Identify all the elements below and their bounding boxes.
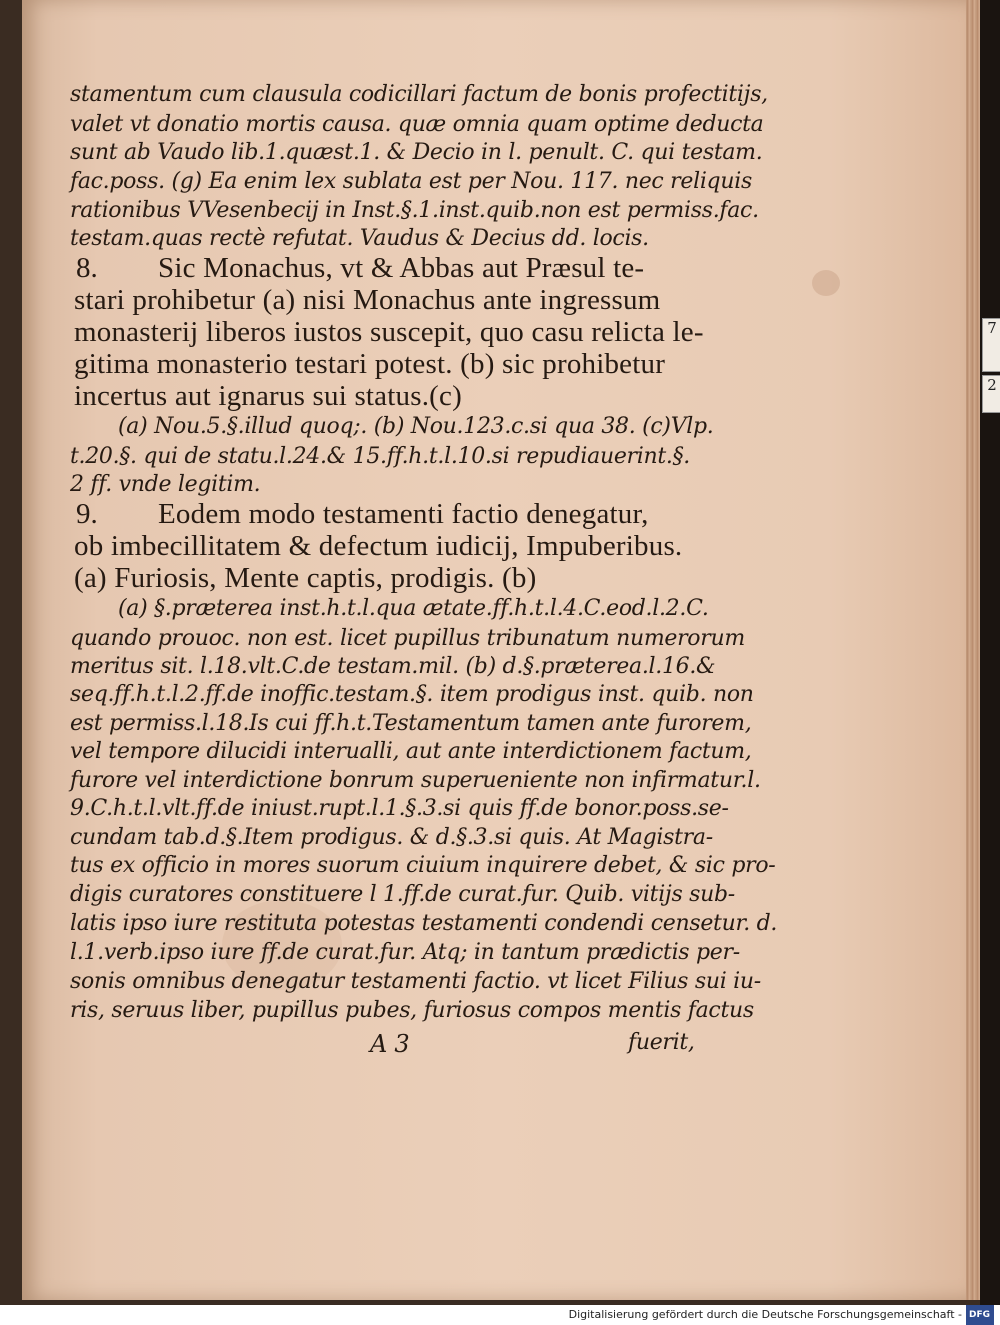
section-number: 8. [76, 252, 98, 284]
section-8-line: incertus aut ignarus sui status.(c) [74, 380, 462, 412]
section-8-line: monasterij liberos iustos suscepit, quo casu relicta le- [74, 316, 704, 348]
catchword: fuerit, [628, 1030, 695, 1055]
footnote-line: furore vel interdictione bonrum superueniente non infirmatur.l. [70, 768, 761, 793]
text-line: stamentum cum clausula codicillari factum de bonis profectitijs, [70, 82, 768, 107]
section-9-line: (a) Furiosis, Mente captis, prodigis. (b) [74, 562, 537, 594]
bookmark-tab-7: 7 [982, 318, 1000, 372]
section-8-line: Sic Monachus, vt & Abbas aut Præsul te- [158, 252, 645, 284]
footnote-line: vel tempore dilucidi interualli, aut ante interdictionem factum, [70, 739, 752, 764]
footnote-line: sonis omnibus denegatur testamenti factio. vt licet Filius sui iu- [70, 969, 761, 994]
text-line: rationibus VVesenbecij in Inst.§.1.inst.quib.non est permiss.fac. [70, 198, 759, 223]
footnote-line: ris, seruus liber, pupillus pubes, furiosus compos mentis factus [70, 998, 754, 1023]
footnote-line: t.20.§. qui de statu.l.24.& 15.ff.h.t.l.10.si repudiauerint.§. [70, 444, 691, 469]
footnote-line: est permiss.l.18.Is cui ff.h.t.Testamentum tamen ante furorem, [70, 711, 752, 736]
section-number: 9. [76, 498, 98, 530]
footnote-line: 2 ff. vnde legitim. [70, 472, 261, 497]
footnote-line: 9.C.h.t.l.vlt.ff.de iniust.rupt.l.1.§.3.si quis ff.de bonor.poss.se- [70, 796, 729, 821]
footnote-line: cundam tab.d.§.Item prodigus. & d.§.3.si quis. At Magistra- [70, 825, 713, 850]
footnote-line: quando prouoc. non est. licet pupillus tribunatum numerorum [70, 626, 745, 651]
footnote-line: digis curatores constituere l 1.ff.de curat.fur. Quib. vitijs sub- [70, 882, 735, 907]
footnote-line: (a) Nou.5.§.illud quoq;. (b) Nou.123.c.si qua 38. (c)Vlp. [118, 414, 714, 439]
footnote-line: tus ex officio in mores suorum ciuium inquirere debet, & sic pro- [70, 853, 776, 878]
bookmark-tab-2: 2 [982, 375, 1000, 413]
signature-mark: A 3 [370, 1030, 410, 1058]
dfg-logo: DFG [966, 1305, 994, 1325]
text-line: fac.poss. (g) Ea enim lex sublata est per Nou. 117. nec reliquis [70, 169, 752, 194]
section-8-line: gitima monasterio testari potest. (b) sic prohibetur [74, 348, 666, 380]
footnote-line: meritus sit. l.18.vlt.C.de testam.mil. (b) d.§.præterea.l.16.& [70, 654, 716, 679]
scan-right-strip [980, 0, 1000, 1305]
footer-credit: Digitalisierung gefördert durch die Deutsche Forschungsgemeinschaft - [568, 1308, 962, 1321]
footnote-line: (a) §.præterea inst.h.t.l.qua ætate.ff.h.t.l.4.C.eod.l.2.C. [118, 596, 709, 621]
section-9-line: ob imbecillitatem & defectum iudicij, Impuberibus. [74, 530, 683, 562]
text-line: valet vt donatio mortis causa. quæ omnia quam optime deducta [70, 112, 764, 137]
footnote-line: latis ipso iure restituta potestas testamenti condendi censetur. d. [70, 911, 778, 936]
footnote-line: l.1.verb.ipso iure ff.de curat.fur. Atq; in tantum prædictis per- [70, 940, 740, 965]
page-edge [966, 0, 980, 1300]
section-8-line: stari prohibetur (a) nisi Monachus ante ingressum [74, 284, 661, 316]
digitization-footer [0, 1305, 1000, 1323]
section-9-line: Eodem modo testamenti factio denegatur, [158, 498, 649, 530]
text-line: testam.quas rectè refutat. Vaudus & Decius dd. locis. [70, 226, 649, 251]
text-line: sunt ab Vaudo lib.1.quæst.1. & Decio in l. penult. C. qui testam. [70, 140, 763, 165]
ink-stain [812, 270, 840, 296]
footnote-line: seq.ff.h.t.l.2.ff.de inoffic.testam.§. item prodigus inst. quib. non [70, 682, 754, 707]
